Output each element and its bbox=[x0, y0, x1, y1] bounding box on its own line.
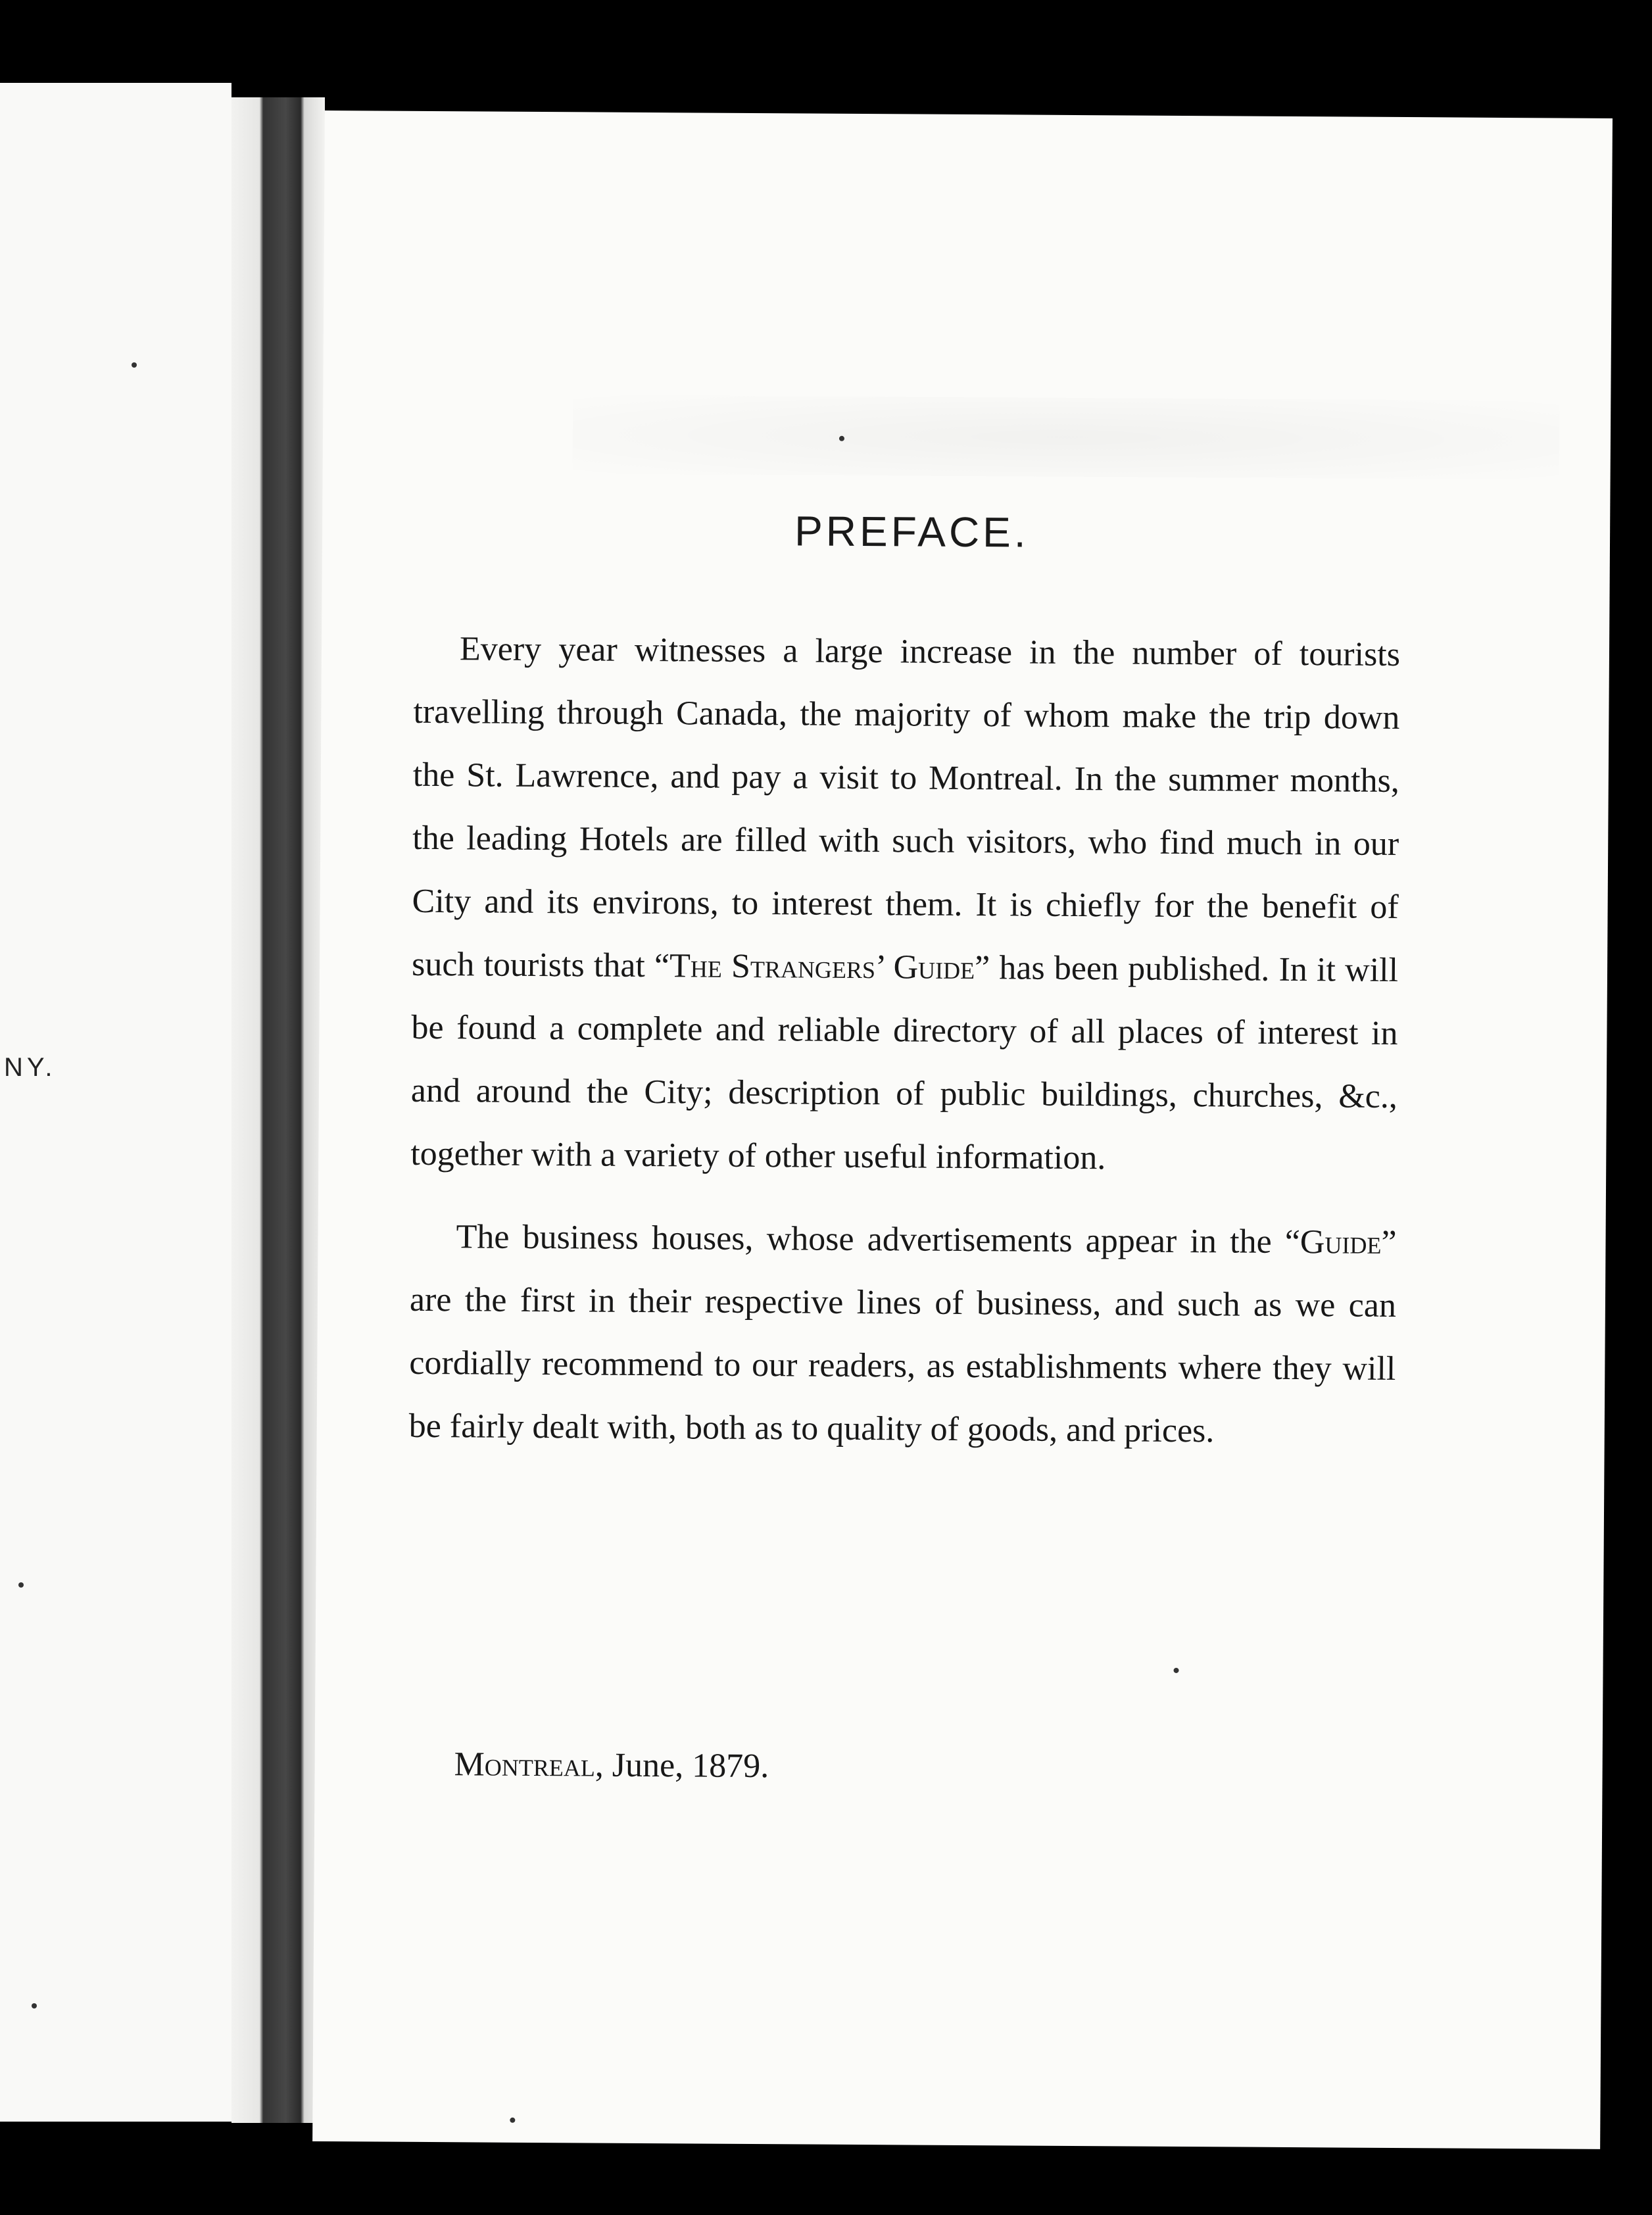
book-gutter bbox=[231, 97, 325, 2123]
paragraph-2 bbox=[408, 1205, 1396, 1464]
guide-word: Guide bbox=[1300, 1223, 1382, 1261]
ink-speck bbox=[1174, 1668, 1179, 1673]
page-stain bbox=[573, 395, 1560, 479]
paragraph-1-start: Every year witnesses a large increase in the number of tourists travelling through Canada, the majority of whom make the trip down the St. Lawrence, and pay a visit to Montreal. In the summer months, the leading Hotels are filled with such visitors, who find much in our City and its environs, to interest them. It is chiefly for the benefit of such tourists that “ bbox=[411, 630, 1401, 985]
paragraph-2-end: ” are the first in their respective lines of business, and such as we can cordially recommend to our readers, as establishments where they will be fairly dealt with, both as to quality of goods, and prices. bbox=[408, 1223, 1397, 1450]
preface-body bbox=[408, 618, 1400, 1484]
paragraph-1-end: ” has been published. In it will be found a complete and reliable directory of all places of interest in and around the City; description of public buildings, churches, &c., together with a variety of other useful information. bbox=[410, 949, 1399, 1177]
ink-speck bbox=[132, 362, 137, 368]
paragraph-2-start: The business houses, whose advertisements appear in the “ bbox=[456, 1218, 1301, 1261]
ink-speck bbox=[510, 2118, 515, 2123]
page-title: PREFACE. bbox=[794, 507, 1029, 556]
signoff-date: , June, 1879. bbox=[595, 1746, 769, 1786]
book-title: The Strangers’ Guide bbox=[669, 947, 975, 987]
left-facing-page bbox=[0, 83, 231, 2122]
signoff bbox=[454, 1745, 769, 1786]
ink-speck bbox=[32, 2003, 37, 2008]
ink-speck bbox=[839, 436, 844, 441]
right-page bbox=[312, 110, 1613, 2149]
left-page-text-fragment: NY. bbox=[4, 1053, 57, 1082]
ink-speck bbox=[18, 1582, 24, 1588]
signoff-place: Montreal bbox=[454, 1745, 596, 1784]
paragraph-1 bbox=[410, 618, 1400, 1192]
